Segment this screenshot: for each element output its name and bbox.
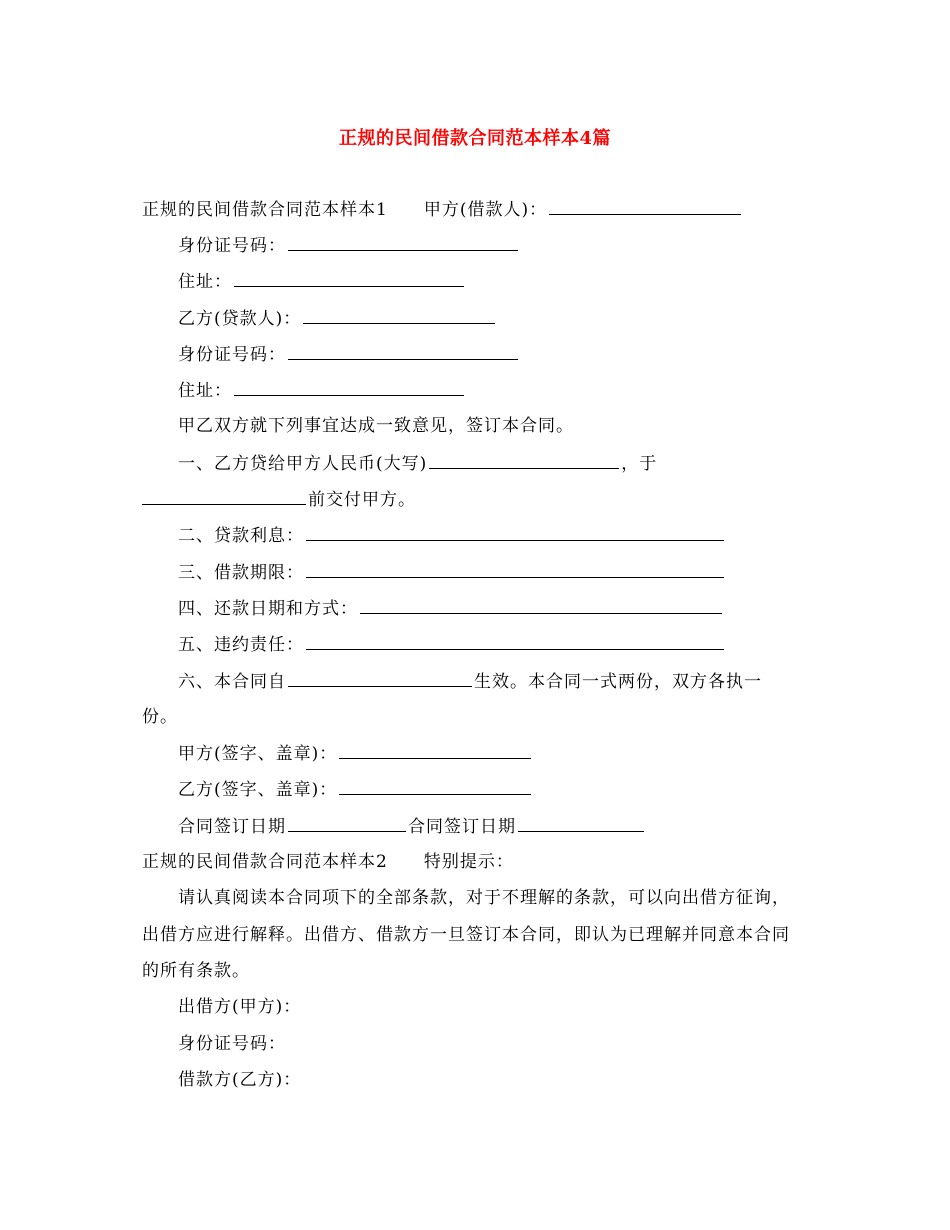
clause2-blank	[306, 524, 724, 541]
notice-line-3	[142, 960, 250, 982]
clause2-line	[178, 524, 726, 547]
clause3-text: 三、借款期限：	[178, 563, 304, 583]
id-line-2	[178, 343, 520, 366]
sign-a-line	[178, 742, 533, 765]
clause6-line	[178, 670, 762, 693]
intro-text: 甲乙双方就下列事宜达成一致意见，签订本合同。	[178, 416, 574, 436]
id-line-1	[178, 234, 520, 257]
notice-line-1	[178, 887, 790, 909]
party-a-blank	[549, 198, 741, 215]
clause1-amount-blank	[429, 452, 619, 469]
notice-text-2: 出借方应进行解释。出借方、借款方一旦签订本合同，即认为已理解并同意本合同	[142, 925, 790, 945]
address-line-1	[178, 270, 466, 293]
clause2-text: 二、贷款利息：	[178, 526, 304, 546]
sample1-heading: 正规的民间借款合同范本样本1	[142, 200, 388, 220]
lender-id-line	[178, 1033, 286, 1055]
notice-text-1: 请认真阅读本合同项下的全部条款，对于不理解的条款，可以向出借方征询，	[178, 888, 790, 908]
sign-b-label: 乙方(签字、盖章)：	[178, 780, 338, 800]
sample2-heading: 正规的民间借款合同范本样本2	[142, 852, 388, 872]
notice-line-2	[142, 924, 790, 946]
party-a-label: 甲方(借款人)：	[423, 200, 548, 220]
clause1-line	[178, 452, 657, 475]
intro-line	[178, 415, 574, 437]
clause1-date-blank	[142, 488, 306, 505]
clause4-line	[178, 597, 724, 620]
notice-text-3: 的所有条款。	[142, 961, 250, 981]
lender-line	[178, 996, 301, 1018]
sample1-heading-line	[142, 198, 743, 221]
clause3-line	[178, 561, 726, 584]
notice-label: 特别提示：	[423, 852, 514, 872]
clause6-text-c: 份。	[142, 707, 178, 727]
lender-label: 出借方(甲方)：	[178, 997, 302, 1017]
borrower-label: 借款方(乙方)：	[178, 1070, 302, 1090]
clause5-text: 五、违约责任：	[178, 635, 304, 655]
sample2-heading-line	[142, 851, 514, 873]
clause1-text-b: ，于	[621, 454, 658, 474]
date-label-1: 合同签订日期	[178, 817, 286, 837]
address-blank-2	[234, 379, 464, 396]
id-label-2: 身份证号码：	[178, 345, 286, 365]
address-line-2	[178, 379, 466, 402]
clause1-continuation-line	[142, 488, 416, 511]
document-title: 正规的民间借款合同范本样本4篇	[338, 128, 612, 149]
party-b-line	[178, 307, 497, 330]
address-label-1: 住址：	[178, 272, 232, 292]
date-blank-2	[518, 815, 644, 832]
sign-a-blank	[339, 742, 531, 759]
date-label-2: 合同签订日期	[408, 817, 516, 837]
address-label-2: 住址：	[178, 381, 232, 401]
id-blank-1	[288, 234, 518, 251]
lender-id-label: 身份证号码：	[178, 1034, 286, 1054]
clause5-line	[178, 633, 726, 656]
sign-b-line	[178, 778, 533, 801]
clause6-continuation-line	[142, 706, 178, 728]
party-b-label: 乙方(贷款人)：	[178, 309, 302, 329]
address-blank-1	[234, 270, 464, 287]
clause6-blank	[288, 670, 472, 687]
clause4-text: 四、还款日期和方式：	[178, 599, 358, 619]
party-b-blank	[303, 307, 495, 324]
clause6-text-b: 生效。本合同一式两份，双方各执一	[474, 672, 762, 692]
clause1-text-c: 前交付甲方。	[308, 490, 416, 510]
sign-a-label: 甲方(签字、盖章)：	[178, 744, 338, 764]
clause3-blank	[306, 561, 724, 578]
borrower-line	[178, 1069, 301, 1091]
date-line	[178, 815, 646, 838]
sign-b-blank	[339, 778, 531, 795]
clause5-blank	[306, 633, 724, 650]
clause6-text-a: 六、本合同自	[178, 672, 286, 692]
clause4-blank	[360, 597, 722, 614]
clause1-text-a: 一、乙方贷给甲方人民币(大写)	[178, 454, 428, 474]
date-blank-1	[288, 815, 406, 832]
id-label-1: 身份证号码：	[178, 236, 286, 256]
id-blank-2	[288, 343, 518, 360]
